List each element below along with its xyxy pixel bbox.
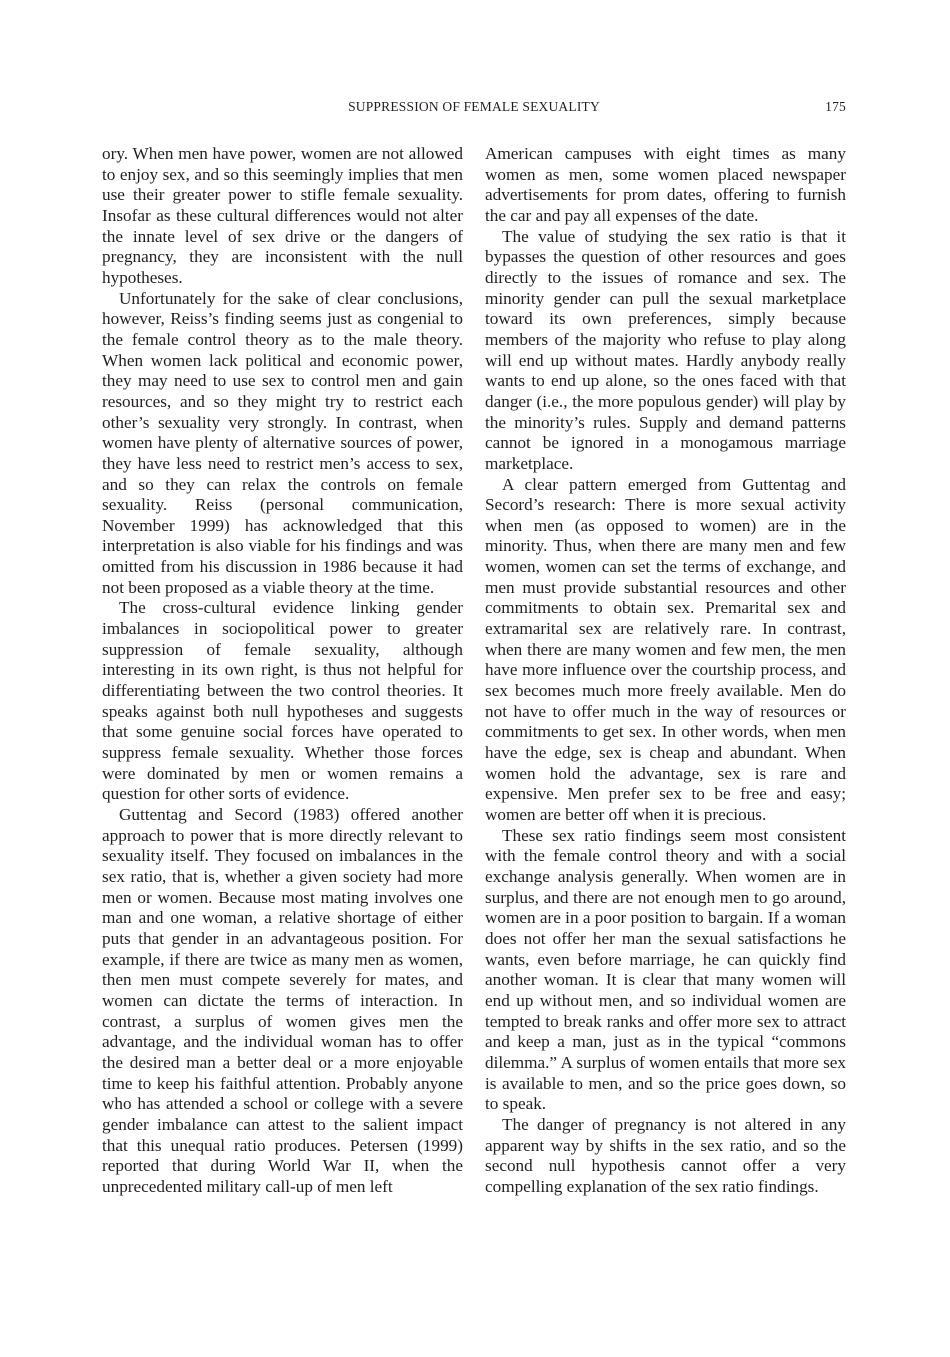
paragraph: These sex ratio findings seem most consistent with the female control theory and with a social exchange analysis generally. When women are in surplus, and there are not enough men to go around, women are in a poor position to bargain. If a woman does not offer her man the sexual satisfactions he wants, even before marriage, he can quickly find another woman. It is clear that many women will end up without men, and so individual women are tempted to break ranks and offer more sex to attract and keep a man, just as in the typical “commons dilemma.” A surplus of women entails that more sex is available to men, and so the price goes down, so to speak. xyxy=(485,825,847,1114)
paragraph: A clear pattern emerged from Guttentag and Secord’s research: There is more sexual activity when men (as opposed to women) are in the minority. Thus, when there are many men and few women, women can set the terms of exchange, and men must provide substantial resources and other commitments to obtain sex. Premarital sex and extramarital sex are relatively rare. In contrast, when there are many women and few men, the men have more influence over the courtship process, and sex becomes much more freely available. Men do not have to offer much in the way of resources or commitments to get sex. In other words, when men have the edge, sex is cheap and abundant. When women hold the advantage, sex is rare and expensive. Men prefer sex to be free and easy; women are better off when it is precious. xyxy=(485,474,846,824)
paragraph: ory. When men have power, women are not allowed to enjoy sex, and so this seemingly implies that men use their greater power to stifle female sexuality. Insofar as these cultural differences would not alter the innate level of sex drive or the dangers of pregnancy, they are inconsistent with the null hypotheses. xyxy=(102,144,463,287)
paragraph: Guttentag and Secord (1983) offered another approach to power that is more directly relevant to sexuality itself. They focused on imbalances in the sex ratio, that is, whether a given society had more men or women. Because most mating involves one man and one woman, a relative shortage of either puts that gender in an advantageous position. For example, if there are twice as many men as women, then men must compete severely for mates, and women can dictate the terms of interaction. In contrast, a surplus of women gives men the advantage, and the individual woman has to offer the desired man a better deal or a more enjoyable time to keep his faithful attention. Probably anyone who has attended a school or college with a severe gender imbalance can attest to the salient impact that this unequal ratio produces. Petersen (1999) reported that during World War II, when the unprecedented military call-up of men left xyxy=(102,805,463,1196)
page-number: 175 xyxy=(825,99,846,114)
paragraph: Unfortunately for the sake of clear conclusions, however, Reiss’s finding seems just as congenial to the female control theory as to the male theory. When women lack political and economic power, they may need to use sex to control men and gain resources, and so they might try to restrict each other’s sexuality very strongly. In contrast, when women have plenty of alternative sources of power, they have less need to restrict men’s access to sex, and so they can relax the controls on female sexuality. Reiss (personal communication, November 1999) has acknowledged that this interpretation is also viable for his findings and was omitted from his discussion in 1986 because it had not been proposed as a viable theory at the time. xyxy=(102,288,463,597)
paragraph: The value of studying the sex ratio is that it bypasses the question of other resources and goes directly to the issues of romance and sex. The minority gender can pull the sexual marketplace toward its own preferences, simply because members of the majority who refuse to play along will end up without mates. Hardly anybody really wants to end up alone, so the ones faced with that danger (i.e., the more populous gender) will play by the minority’s rules. Supply and demand patterns cannot be ignored in a monogamous marriage marketplace. xyxy=(485,226,846,473)
right-column xyxy=(485,144,846,1197)
paragraph: American campuses with eight times as many women as men, some women placed newspaper advertisements for prom dates, offering to furnish the car and pay all expenses of the date. xyxy=(485,144,846,225)
paragraph: The cross-cultural evidence linking gender imbalances in sociopolitical power to greater suppression of female sexuality, although interesting in its own right, is thus not helpful for differentiating between the two control theories. It speaks against both null hypotheses and suggests that some genuine social forces have operated to suppress female sexuality. Whether those forces were dominated by men or women remains a question for other sorts of evidence. xyxy=(102,598,463,804)
running-title: SUPPRESSION OF FEMALE SEXUALITY xyxy=(348,99,600,114)
running-header xyxy=(102,99,846,119)
paragraph: The danger of pregnancy is not altered in any apparent way by shifts in the sex ratio, and so the second null hypothesis cannot offer a very compelling explanation of the sex ratio findings. xyxy=(485,1114,846,1196)
left-column xyxy=(102,144,463,1197)
